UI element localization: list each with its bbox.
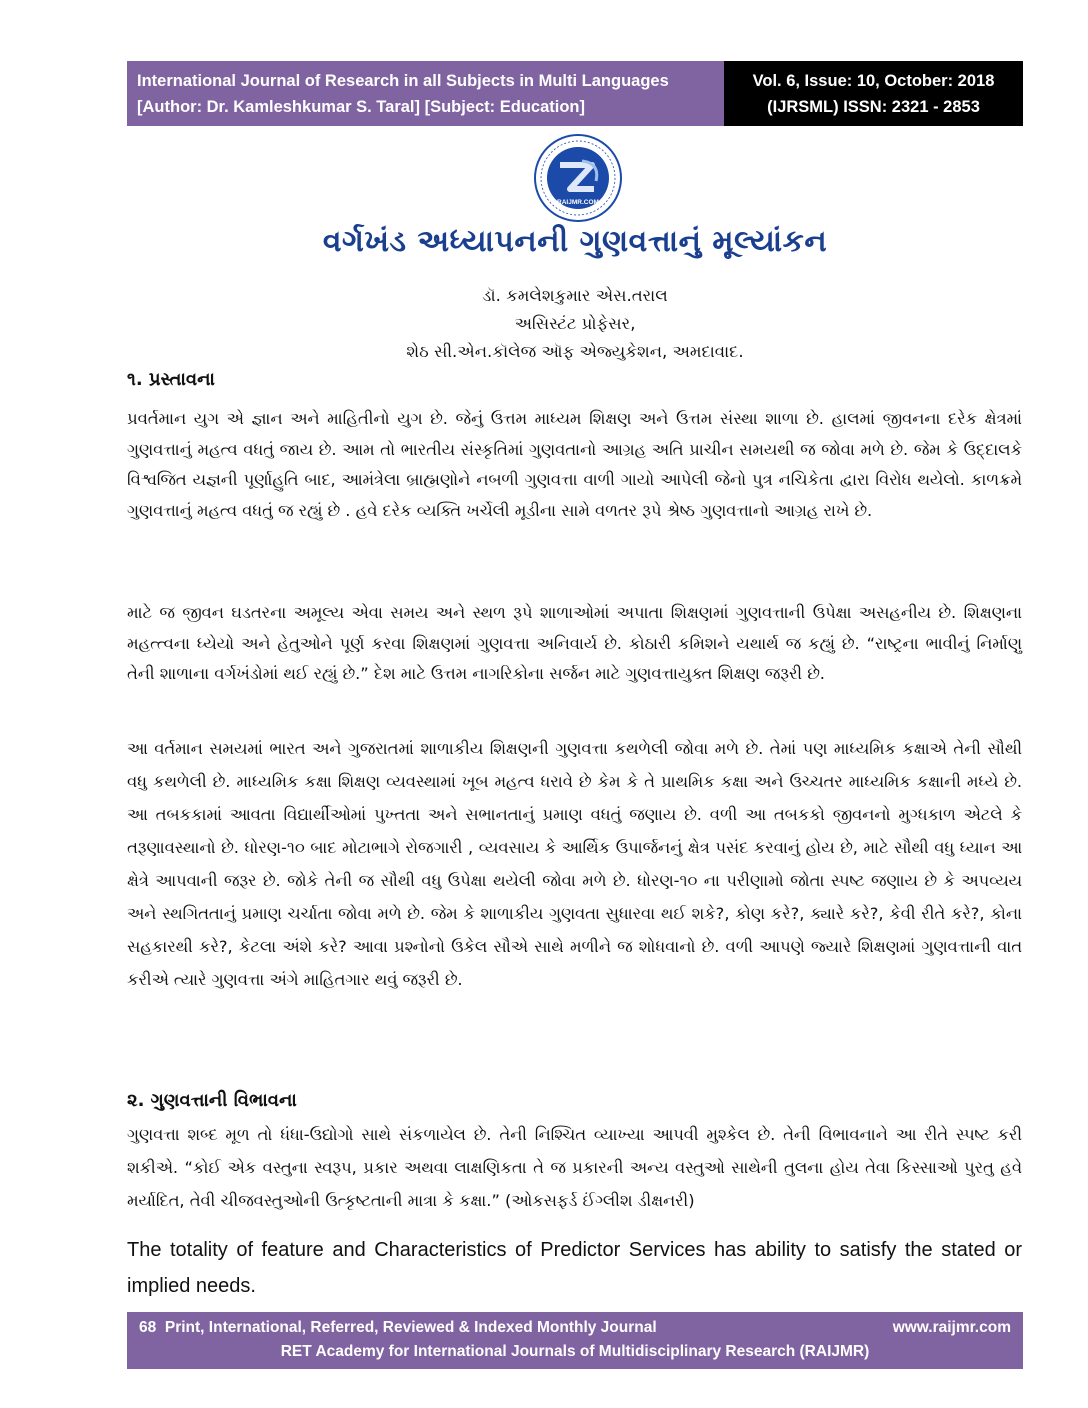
journal-name: International Journal of Research in all Subjects in Multi Languages: [137, 71, 669, 90]
website-link[interactable]: www.raijmr.com: [892, 1319, 1011, 1336]
journal-header: [127, 61, 1023, 126]
issue-info-box: [724, 61, 1023, 126]
footer-left: [139, 1316, 657, 1340]
concept-paragraph: ગુણવત્તા શબ્દ મૂળ તો ધંધા-ઉદ્યોગો સાથે સંકળાયેલ છે. તેની નિશ્ચિત વ્યાખ્યા આપવી મુશ્કેલ છે. તેની વિભાવનાને આ રીતે સ્પષ્ટ કરી શકીએ. “કોઈ એક વસ્તુના સ્વરૂપ, પ્રકાર અથવા લાક્ષણિકતા તે જ પ્રકારની અન્ય વસ્તુઓ સાથેની તુલના હોય તેવા કિસ્સાઓ પુરતુ હવે મર્યાદિત, તેવી ચીજવસ્તુઓની ઉત્કૃષ્ટતાની માત્રા કે કક્ષા.” (ઓકસફર્ડ ઈંગ્લીશ ડીક્ષનરી): [127, 1125, 1022, 1210]
issn: (IJRSML) ISSN: 2321 - 2853: [767, 97, 980, 116]
section-heading-introduction: ૧. પ્રસ્તાવના: [127, 369, 215, 390]
author-affiliation: શેઠ સી.એન.કૉલેજ ઑફ એજ્યુકેશન, અમદાવાદ.: [406, 342, 744, 361]
raijmr-logo-icon: [530, 133, 626, 223]
journal-info-box: [127, 61, 724, 126]
section-heading-quality-concept: ૨. ગુણવત્તાની વિભાવના: [127, 1090, 297, 1111]
intro-paragraph-3: આ વર્તમાન સમયમાં ભારત અને ગુજરાતમાં શાળાકીય શિક્ષણની ગુણવત્તા કથળેલી જોવા મળે છે. તેમાં પણ માધ્યમિક કક્ષાએ તેની સૌથી વધુ કથળેલી છે. માધ્યમિક કક્ષા શિક્ષણ વ્યવસ્થામાં ખૂબ મહત્વ ધરાવે છે કેમ કે તે પ્રાથમિક કક્ષા અને ઉચ્ચતર માધ્યમિક કક્ષાની મધ્યે છે. આ તબકકામાં આવતા વિદ્યાર્થીઓમાં પુખ્તતા અને સભાનતાનું પ્રમાણ વધતું જણાય છે. વળી આ તબકકો જીવનનો મુગ્ધકાળ એટલે કે તરૂણાવસ્થાનો છે. ધોરણ-૧૦ બાદ મોટાભાગે રોજગારી , વ્યવસાય કે આર્થિક ઉપાર્જનનું ક્ષેત્ર પસંદ કરવાનું હોય છે, માટે સૌથી વધુ ધ્યાન આ ક્ષેત્રે આપવાની જરૂર છે. જોકે તેની જ સૌથી વધુ ઉપેક્ષા થયેલી જોવા મળે છે. ધોરણ-૧૦ ના પરીણામો જોતા સ્પષ્ટ જણાય છે કે અપવ્યય અને સ્થગિતતાનું પ્રમાણ ચર્ચાતા જોવા મળે છે. જેમ કે શાળાકીય ગુણવતા સુધારવા થઈ શકે?, કોણ કરે?, ક્યારે કરે?, કેવી રીતે કરે?, કોના સહકારથી કરે?, કેટલા અંશે કરે? આવા પ્રશ્નોનો ઉકેલ સૌએ સાથે મળીને જ શોધવાનો છે. વળી આપણે જ્યારે શિક્ષણમાં ગુણવત્તાની વાત કરીએ ત્યારે ગુણવત્તા અંગે માહિતગાર થવું જરૂરી છે.: [127, 739, 1022, 989]
author-subject-line: [Author: Dr. Kamleshkumar S. Taral] [Subject: Education]: [137, 97, 586, 116]
paper-title: વર્ગખંડ અધ્યાપનની ગુણવત્તાનું મૂલ્યાંકન: [322, 224, 828, 259]
journal-footer: [127, 1312, 1023, 1369]
author-block: [127, 282, 1023, 366]
author-designation: અસિસ્ટંટ પ્રોફેસર,: [514, 314, 636, 333]
english-definition: The totality of feature and Characteristics of Predictor Services has ability to satisfy the stated or implied needs.: [127, 1239, 1022, 1297]
volume-issue: Vol. 6, Issue: 10, October: 2018: [752, 71, 995, 90]
intro-paragraph-2: માટે જ જીવન ઘડતરના અમૂલ્ય એવા સમય અને સ્થળ રૂપે શાળાઓમાં અપાતા શિક્ષણમાં ગુણવત્તાની ઉપેક્ષા અસહનીય છે. શિક્ષણના મહત્ત્વના ધ્યેયો અને હેતુઓને પૂર્ણ કરવા શિક્ષણમાં ગુણવત્તા અનિવાર્ય છે. કોઠારી કમિશને યથાર્થ જ કહ્યું છે. “રાષ્ટ્રના ભાવીનું નિર્માણુ તેની શાળાના વર્ગખંડોમાં થઈ રહ્યું છે.” દેશ માટે ઉત્તમ નાગરિકોના સર્જન માટે ગુણવત્તાયુક્ત શિક્ષણ જરૂરી છે.: [127, 603, 1022, 683]
page-number: 68: [139, 1319, 157, 1336]
publisher-line: RET Academy for International Journals of Multidisciplinary Research (RAIJMR): [280, 1343, 870, 1360]
author-name: ડૉ. કમલેશકુમાર એસ.તરાલ: [482, 286, 668, 305]
journal-description: Print, International, Referred, Reviewed & Indexed Monthly Journal: [164, 1319, 657, 1336]
intro-paragraph-1: પ્રવર્તમાન યુગ એ જ્ઞાન અને માહિતીનો યુગ છે. જેનું ઉત્તમ માધ્યમ શિક્ષણ અને ઉત્તમ સંસ્થા શાળા છે. હાલમાં જીવનના દરેક ક્ષેત્રમાં ગુણવત્તાનું મહત્વ વધતું જાય છે. આમ તો ભારતીય સંસ્કૃતિમાં ગુણવતાનો આગ્રહ અતિ પ્રાચીન સમયથી જ જોવા મળે છે. જેમ કે ઉદ્દાલકે વિશ્વજિત યજ્ઞની પૂર્ણાહુતિ બાદ, આમંત્રેલા બ્રાહ્મણોને નબળી ગુણવત્તા વાળી ગાયો આપેલી જેનો પુત્ર નચિકેતા દ્વારા વિરોધ થયેલો. કાળક્રમે ગુણવત્તાનું મહત્વ વધતું જ રહ્યું છે . હવે દરેક વ્યક્તિ ખર્ચેલી મૂડીના સામે વળતર રૂપે શ્રેષ્ઠ ગુણવત્તાનો આગ્રહ રાખે છે.: [127, 409, 1022, 520]
logo-text: RAIJMR.COM: [557, 199, 599, 206]
